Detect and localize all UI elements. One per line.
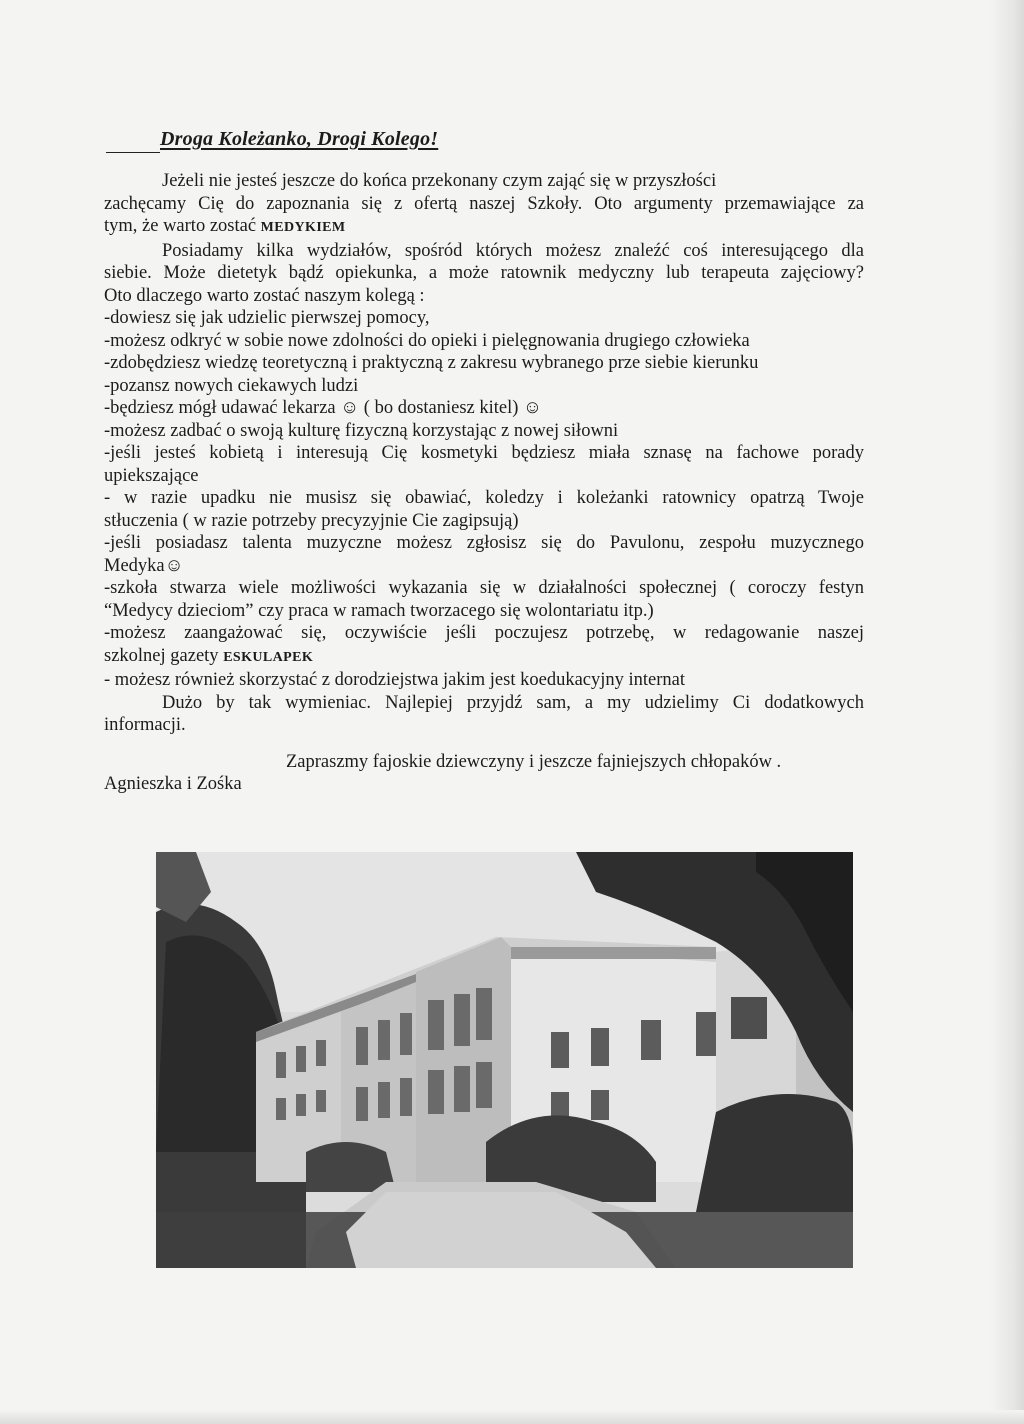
faculties-line-1: Posiadamy kilka wydziałów, spośród których możesz znaleźć coś interesującego dla (162, 240, 864, 261)
reason-item: -możesz zadbać o swoją kulturę fizyczną korzystając z nowej siłowni (104, 420, 619, 441)
letter-body (104, 124, 864, 796)
scan-bottom-edge (0, 1410, 1024, 1424)
reason-item: -możesz odkryć w sobie nowe zdolności do opieki i pielęgnowania drugiego człowieka (104, 330, 750, 351)
cosmetics-line-2: upiekszające (104, 465, 199, 486)
dorm-line: - możesz również skorzystać z dorodziejstwa jakim jest koedukacyjny internat (104, 670, 686, 690)
greeting-heading (104, 124, 864, 156)
intro-line-3 (104, 215, 864, 240)
more-line-2: informacji. (104, 715, 186, 735)
newspaper-line-2-text: szkolnej gazety (104, 645, 224, 666)
reason-item: -zdobędziesz wiedzę teoretyczną i praktyczną z zakresu wybranego prze siebie kierunku (104, 353, 759, 373)
reason-item: -pozansz nowych ciekawych ludzi (104, 375, 359, 396)
invite-line: Zapraszmy fajoskie dziewczyny i jeszcze fajniejszych chłopaków . (286, 751, 782, 772)
social-line-1: -szkoła stwarza wiele możliwości wykazania się w działalności społecznej ( coroczy festyn (104, 578, 864, 598)
fall-line-1: - w razie upadku nie musisz się obawiać, koledzy i koleżanki ratownicy opatrzą Twoje (104, 488, 864, 508)
medyk-highlight: MEDYKIEM (260, 220, 346, 235)
music-line-1: -jeśli posiadasz talenta muzyczne możesz zgłosisz się do Pavulonu, zespołu muzycznego (104, 533, 864, 553)
intro-line-1: Jeżeli nie jesteś jeszcze do końca przekonany czym zająć się w przyszłości (162, 171, 717, 191)
eskulapek-highlight: ESKULAPEK (223, 649, 314, 665)
school-building-illustration (156, 852, 853, 1268)
reason-item: -będziesz mógł udawać lekarza ☺ ( bo dostaniesz kitel) ☺ (104, 398, 542, 418)
cosmetics-line-1: -jeśli jesteś kobietą i interesują Cię kosmetyki będziesz miała sznasę na fachowe porady (104, 443, 864, 463)
signature: Agnieszka i Zośka (104, 774, 242, 794)
newspaper-line-1: -możesz zaangażować się, oczywiście jeśli poczujesz potrzebę, w redagowanie naszej (104, 623, 864, 643)
social-line-2: “Medycy dzieciom” czy praca w ramach tworzacego się wolontariatu itp.) (104, 600, 654, 621)
fall-line-2: stłuczenia ( w razie potrzeby precyzyjnie Cie zagipsują) (104, 510, 519, 531)
reason-item: -dowiesz się jak udzielic pierwszej pomocy, (104, 308, 430, 328)
intro-line-2: zachęcamy Cię do zapoznania się z ofertą naszej Szkoły. Oto argumenty przemawiające za (104, 193, 864, 214)
greeting-rule (106, 152, 160, 153)
faculties-line-2: siebie. Może dietetyk bądź opiekunka, a może ratownik medyczny lub terapeuta zajęciowy? (104, 263, 864, 283)
more-line-1: Dużo by tak wymieniac. Najlepiej przyjdź sam, a my udzielimy Ci dodatkowych (162, 692, 864, 713)
newspaper-line-2 (104, 645, 864, 670)
scan-edge-shadow (990, 0, 1024, 1424)
why-intro: Oto dlaczego warto zostać naszym kolegą : (104, 285, 425, 306)
music-line-2: Medyka☺ (104, 555, 184, 576)
greeting-text: Droga Koleżanko, Drogi Kolego! (160, 128, 439, 150)
intro-line-3-text: tym, że warto zostać (104, 216, 261, 236)
school-building-photo (156, 852, 853, 1268)
